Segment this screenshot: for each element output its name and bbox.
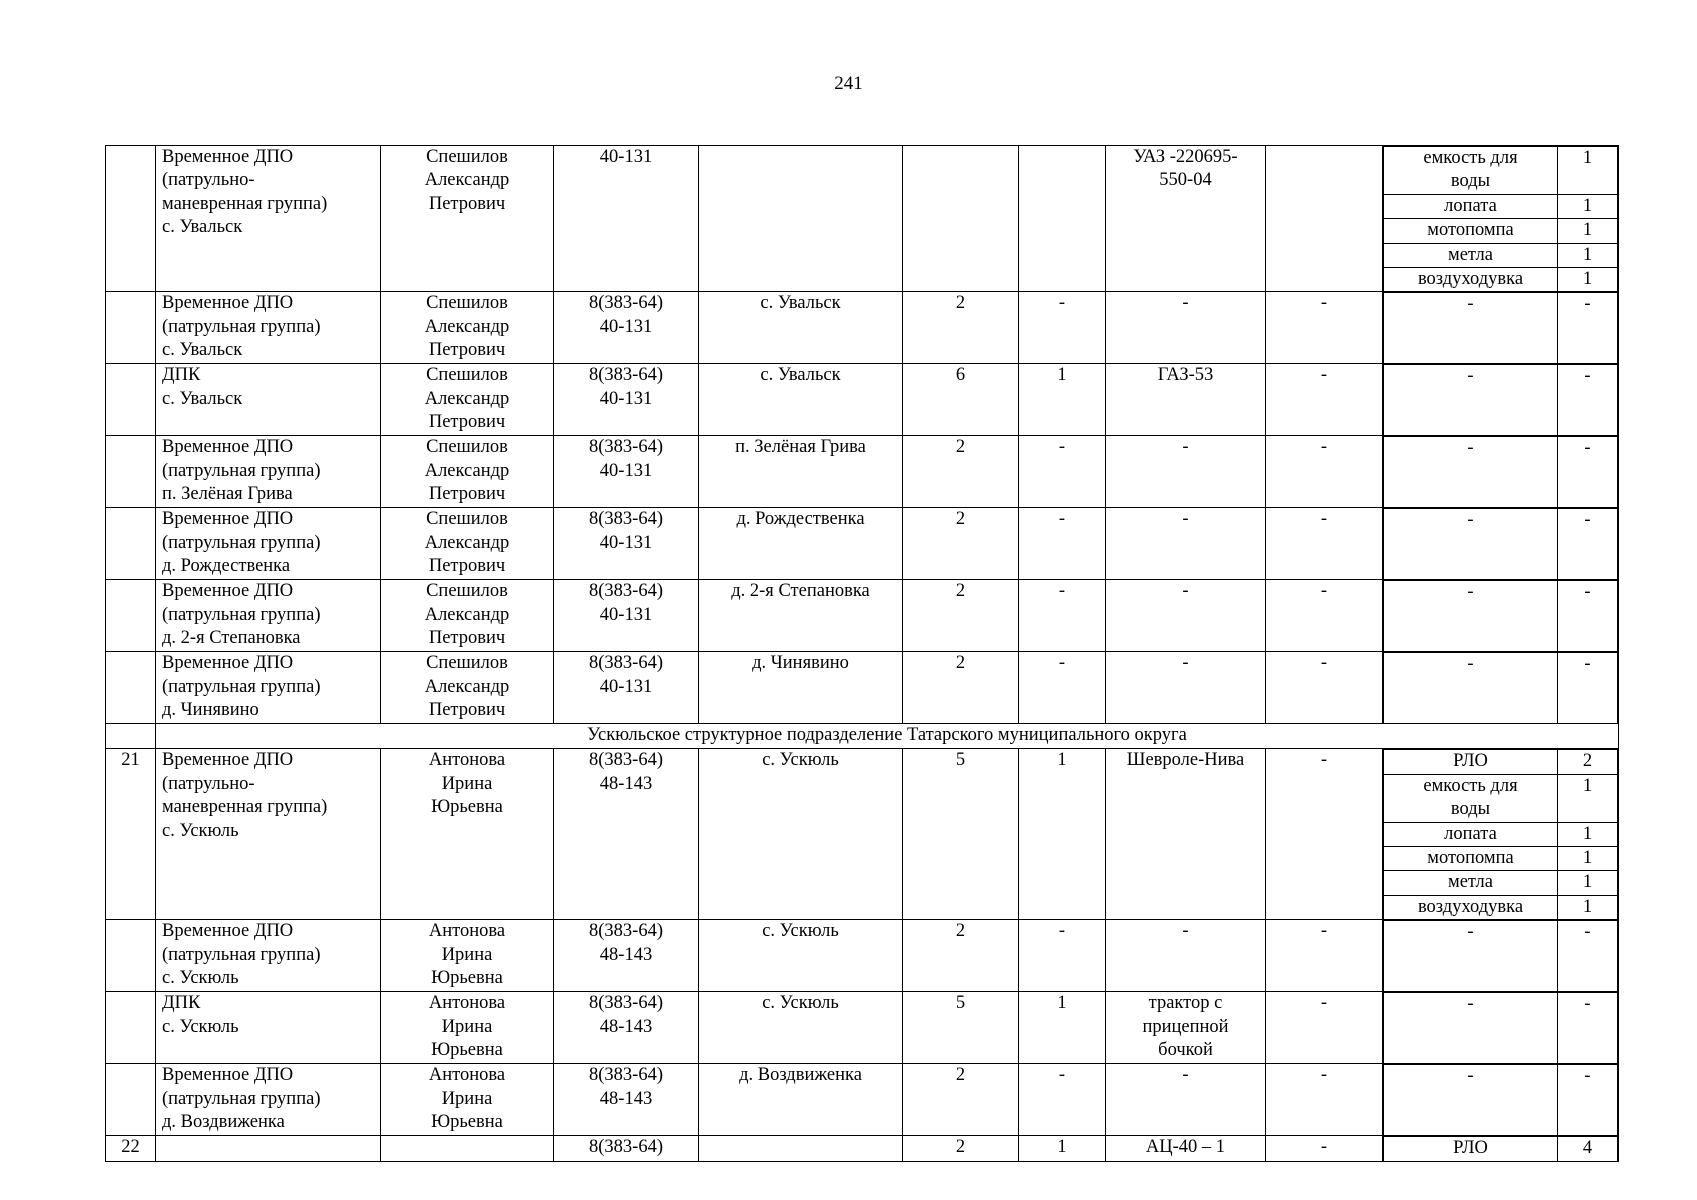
equipment-name: - bbox=[1384, 509, 1558, 580]
table-row bbox=[106, 292, 1619, 364]
phone-number: 40-131 bbox=[554, 146, 699, 292]
equipment-qty: 1 bbox=[1558, 243, 1618, 267]
vehicle: - bbox=[1106, 436, 1266, 508]
equipment-name: - bbox=[1384, 1065, 1558, 1136]
equipment-qty: 1 bbox=[1558, 871, 1618, 895]
equipment-item bbox=[1384, 509, 1618, 580]
personnel-count: 2 bbox=[903, 292, 1019, 364]
vehicle: АЦ-40 – 1 bbox=[1106, 1136, 1266, 1162]
equipment-item bbox=[1384, 293, 1618, 364]
equipment-name: - bbox=[1384, 921, 1558, 992]
equipment-units: 1 bbox=[1019, 364, 1106, 436]
extra-column: - bbox=[1266, 580, 1383, 652]
unit-head: Спешилов Александр Петрович bbox=[381, 436, 554, 508]
equipment-name: лопата bbox=[1384, 822, 1558, 846]
vehicle: УАЗ -220695- 550-04 bbox=[1106, 146, 1266, 292]
unit-head: Спешилов Александр Петрович bbox=[381, 292, 554, 364]
equipment-name: емкость для воды bbox=[1384, 147, 1558, 195]
equipment-item bbox=[1384, 437, 1618, 508]
unit-head: Спешилов Александр Петрович bbox=[381, 146, 554, 292]
unit-head: Спешилов Александр Петрович bbox=[381, 508, 554, 580]
table-row bbox=[106, 508, 1619, 580]
equipment-qty: 1 bbox=[1558, 774, 1618, 822]
table-row bbox=[106, 652, 1619, 724]
location bbox=[699, 146, 903, 292]
equipment-qty: - bbox=[1558, 365, 1618, 436]
equipment-name: мотопомпа bbox=[1384, 847, 1558, 871]
location: д. 2-я Степановка bbox=[699, 580, 903, 652]
row-number bbox=[106, 436, 156, 508]
equipment-name: - bbox=[1384, 293, 1558, 364]
unit-name: Временное ДПО (патрульная группа) п. Зелёная Грива bbox=[156, 436, 381, 508]
equipment-qty: 1 bbox=[1558, 847, 1618, 871]
table-row bbox=[106, 992, 1619, 1064]
row-number bbox=[106, 992, 156, 1064]
phone-number: 8(383-64) 48-143 bbox=[554, 992, 699, 1064]
personnel-count: 6 bbox=[903, 364, 1019, 436]
equipment-name: РЛО bbox=[1384, 750, 1558, 774]
personnel-count: 2 bbox=[903, 436, 1019, 508]
equipment-units: - bbox=[1019, 508, 1106, 580]
row-number bbox=[106, 292, 156, 364]
equipment-item bbox=[1384, 194, 1618, 218]
equipment-qty: 2 bbox=[1558, 750, 1618, 774]
personnel-count: 2 bbox=[903, 508, 1019, 580]
unit-head: Антонова Ирина Юрьевна bbox=[381, 920, 554, 992]
row-number bbox=[106, 580, 156, 652]
equipment-qty: 1 bbox=[1558, 194, 1618, 218]
vehicle: - bbox=[1106, 508, 1266, 580]
vehicle: - bbox=[1106, 292, 1266, 364]
equipment-item bbox=[1384, 1065, 1618, 1136]
extra-column: - bbox=[1266, 920, 1383, 992]
unit-head: Спешилов Александр Петрович bbox=[381, 652, 554, 724]
vehicle: - bbox=[1106, 1064, 1266, 1136]
unit-head: Спешилов Александр Петрович bbox=[381, 364, 554, 436]
phone-number: 8(383-64) 40-131 bbox=[554, 292, 699, 364]
location: д. Чинявино bbox=[699, 652, 903, 724]
phone-number: 8(383-64) 40-131 bbox=[554, 652, 699, 724]
equipment-item bbox=[1384, 147, 1618, 195]
unit-name: Временное ДПО (патрульная группа) с. Увальск bbox=[156, 292, 381, 364]
location: с. Увальск bbox=[699, 292, 903, 364]
phone-number: 8(383-64) 48-143 bbox=[554, 749, 699, 920]
phone-number: 8(383-64) bbox=[554, 1136, 699, 1162]
equipment-units: - bbox=[1019, 436, 1106, 508]
equipment-name: РЛО bbox=[1384, 1137, 1558, 1162]
location bbox=[699, 1136, 903, 1162]
equipment-name: - bbox=[1384, 437, 1558, 508]
extra-column bbox=[1266, 146, 1383, 292]
location: д. Воздвиженка bbox=[699, 1064, 903, 1136]
unit-name bbox=[156, 1136, 381, 1162]
table-row bbox=[106, 1064, 1619, 1136]
extra-column: - bbox=[1266, 749, 1383, 920]
equipment-item bbox=[1384, 653, 1618, 724]
fire-units-table bbox=[105, 145, 1619, 1162]
vehicle: - bbox=[1106, 652, 1266, 724]
equipment-qty: - bbox=[1558, 437, 1618, 508]
table-row bbox=[106, 436, 1619, 508]
vehicle: Шевроле-Нива bbox=[1106, 749, 1266, 920]
equipment-units: - bbox=[1019, 580, 1106, 652]
extra-column: - bbox=[1266, 508, 1383, 580]
equipment-name: емкость для воды bbox=[1384, 774, 1558, 822]
equipment-item bbox=[1384, 993, 1618, 1064]
row-number bbox=[106, 652, 156, 724]
equipment-name: лопата bbox=[1384, 194, 1558, 218]
vehicle: - bbox=[1106, 580, 1266, 652]
equipment-qty: 4 bbox=[1558, 1137, 1618, 1162]
equipment-qty: 1 bbox=[1558, 822, 1618, 846]
equipment-list bbox=[1383, 1064, 1619, 1136]
personnel-count: 5 bbox=[903, 992, 1019, 1064]
equipment-list bbox=[1383, 992, 1619, 1064]
equipment-name: мотопомпа bbox=[1384, 219, 1558, 243]
extra-column: - bbox=[1266, 436, 1383, 508]
equipment-qty: - bbox=[1558, 509, 1618, 580]
row-number: 21 bbox=[106, 749, 156, 920]
equipment-item bbox=[1384, 774, 1618, 822]
location: с. Ускюль bbox=[699, 920, 903, 992]
unit-name: Временное ДПО (патрульно- маневренная группа) с. Ускюль bbox=[156, 749, 381, 920]
equipment-list bbox=[1383, 146, 1619, 292]
equipment-list bbox=[1383, 436, 1619, 508]
table-row bbox=[106, 364, 1619, 436]
extra-column: - bbox=[1266, 1136, 1383, 1162]
equipment-qty: - bbox=[1558, 293, 1618, 364]
equipment-list bbox=[1383, 292, 1619, 364]
equipment-qty: - bbox=[1558, 1065, 1618, 1136]
personnel-count: 2 bbox=[903, 580, 1019, 652]
equipment-item bbox=[1384, 847, 1618, 871]
location: п. Зелёная Грива bbox=[699, 436, 903, 508]
equipment-qty: 1 bbox=[1558, 219, 1618, 243]
equipment-units: 1 bbox=[1019, 1136, 1106, 1162]
personnel-count: 2 bbox=[903, 652, 1019, 724]
phone-number: 8(383-64) 40-131 bbox=[554, 364, 699, 436]
unit-head: Спешилов Александр Петрович bbox=[381, 580, 554, 652]
equipment-list bbox=[1383, 749, 1619, 920]
equipment-qty: - bbox=[1558, 921, 1618, 992]
equipment-name: - bbox=[1384, 993, 1558, 1064]
table-row bbox=[106, 146, 1619, 292]
location: с. Ускюль bbox=[699, 992, 903, 1064]
equipment-list bbox=[1383, 364, 1619, 436]
equipment-list bbox=[1383, 580, 1619, 652]
equipment-item bbox=[1384, 750, 1618, 774]
extra-column: - bbox=[1266, 992, 1383, 1064]
location: с. Увальск bbox=[699, 364, 903, 436]
personnel-count: 2 bbox=[903, 1064, 1019, 1136]
equipment-name: воздуходувка bbox=[1384, 268, 1558, 292]
extra-column: - bbox=[1266, 1064, 1383, 1136]
unit-name: Временное ДПО (патрульная группа) д. Воздвиженка bbox=[156, 1064, 381, 1136]
equipment-list bbox=[1383, 652, 1619, 724]
phone-number: 8(383-64) 40-131 bbox=[554, 580, 699, 652]
unit-name: Временное ДПО (патрульная группа) д. Чинявино bbox=[156, 652, 381, 724]
equipment-name: метла bbox=[1384, 243, 1558, 267]
unit-name: Временное ДПО (патрульная группа) д. 2-я Степановка bbox=[156, 580, 381, 652]
equipment-units: - bbox=[1019, 292, 1106, 364]
personnel-count: 2 bbox=[903, 920, 1019, 992]
equipment-qty: - bbox=[1558, 581, 1618, 652]
section-row bbox=[106, 724, 1619, 749]
equipment-name: - bbox=[1384, 653, 1558, 724]
phone-number: 8(383-64) 40-131 bbox=[554, 508, 699, 580]
unit-head: Антонова Ирина Юрьевна bbox=[381, 992, 554, 1064]
unit-name: ДПК с. Увальск bbox=[156, 364, 381, 436]
equipment-qty: 1 bbox=[1558, 147, 1618, 195]
equipment-units: 1 bbox=[1019, 992, 1106, 1064]
section-title: Ускюльское структурное подразделение Татарского муниципального округа bbox=[156, 724, 1619, 749]
row-number bbox=[106, 508, 156, 580]
equipment-item bbox=[1384, 268, 1618, 292]
equipment-qty: - bbox=[1558, 653, 1618, 724]
unit-name: Временное ДПО (патрульная группа) д. Рождественка bbox=[156, 508, 381, 580]
vehicle: трактор с прицепной бочкой bbox=[1106, 992, 1266, 1064]
equipment-item bbox=[1384, 243, 1618, 267]
equipment-qty: 1 bbox=[1558, 268, 1618, 292]
equipment-item bbox=[1384, 895, 1618, 919]
table-row bbox=[106, 920, 1619, 992]
equipment-list bbox=[1383, 920, 1619, 992]
unit-name: Временное ДПО (патрульно- маневренная группа) с. Увальск bbox=[156, 146, 381, 292]
phone-number: 8(383-64) 40-131 bbox=[554, 436, 699, 508]
equipment-list bbox=[1383, 1136, 1619, 1162]
row-number bbox=[106, 146, 156, 292]
row-number bbox=[106, 364, 156, 436]
phone-number: 8(383-64) 48-143 bbox=[554, 920, 699, 992]
location: с. Ускюль bbox=[699, 749, 903, 920]
phone-number: 8(383-64) 48-143 bbox=[554, 1064, 699, 1136]
equipment-units bbox=[1019, 146, 1106, 292]
equipment-name: - bbox=[1384, 365, 1558, 436]
equipment-item bbox=[1384, 1137, 1618, 1162]
equipment-qty: 1 bbox=[1558, 895, 1618, 919]
location: д. Рождественка bbox=[699, 508, 903, 580]
equipment-item bbox=[1384, 822, 1618, 846]
equipment-units: - bbox=[1019, 920, 1106, 992]
equipment-units: - bbox=[1019, 1064, 1106, 1136]
extra-column: - bbox=[1266, 652, 1383, 724]
vehicle: - bbox=[1106, 920, 1266, 992]
vehicle: ГАЗ-53 bbox=[1106, 364, 1266, 436]
table-row bbox=[106, 580, 1619, 652]
unit-head: Антонова Ирина Юрьевна bbox=[381, 749, 554, 920]
row-number: 22 bbox=[106, 1136, 156, 1162]
equipment-name: метла bbox=[1384, 871, 1558, 895]
equipment-list bbox=[1383, 508, 1619, 580]
personnel-count: 2 bbox=[903, 1136, 1019, 1162]
equipment-units: - bbox=[1019, 652, 1106, 724]
equipment-item bbox=[1384, 219, 1618, 243]
unit-name: ДПК с. Ускюль bbox=[156, 992, 381, 1064]
equipment-item bbox=[1384, 921, 1618, 992]
equipment-name: - bbox=[1384, 581, 1558, 652]
personnel-count: 5 bbox=[903, 749, 1019, 920]
table-row bbox=[106, 1136, 1619, 1162]
extra-column: - bbox=[1266, 364, 1383, 436]
equipment-item bbox=[1384, 871, 1618, 895]
personnel-count bbox=[903, 146, 1019, 292]
extra-column: - bbox=[1266, 292, 1383, 364]
unit-name: Временное ДПО (патрульная группа) с. Ускюль bbox=[156, 920, 381, 992]
page-number: 241 bbox=[834, 73, 863, 94]
row-number bbox=[106, 1064, 156, 1136]
row-number bbox=[106, 920, 156, 992]
equipment-name: воздуходувка bbox=[1384, 895, 1558, 919]
empty-cell bbox=[106, 724, 156, 749]
unit-head bbox=[381, 1136, 554, 1162]
equipment-item bbox=[1384, 581, 1618, 652]
equipment-qty: - bbox=[1558, 993, 1618, 1064]
unit-head: Антонова Ирина Юрьевна bbox=[381, 1064, 554, 1136]
equipment-units: 1 bbox=[1019, 749, 1106, 920]
equipment-item bbox=[1384, 365, 1618, 436]
table-row bbox=[106, 749, 1619, 920]
